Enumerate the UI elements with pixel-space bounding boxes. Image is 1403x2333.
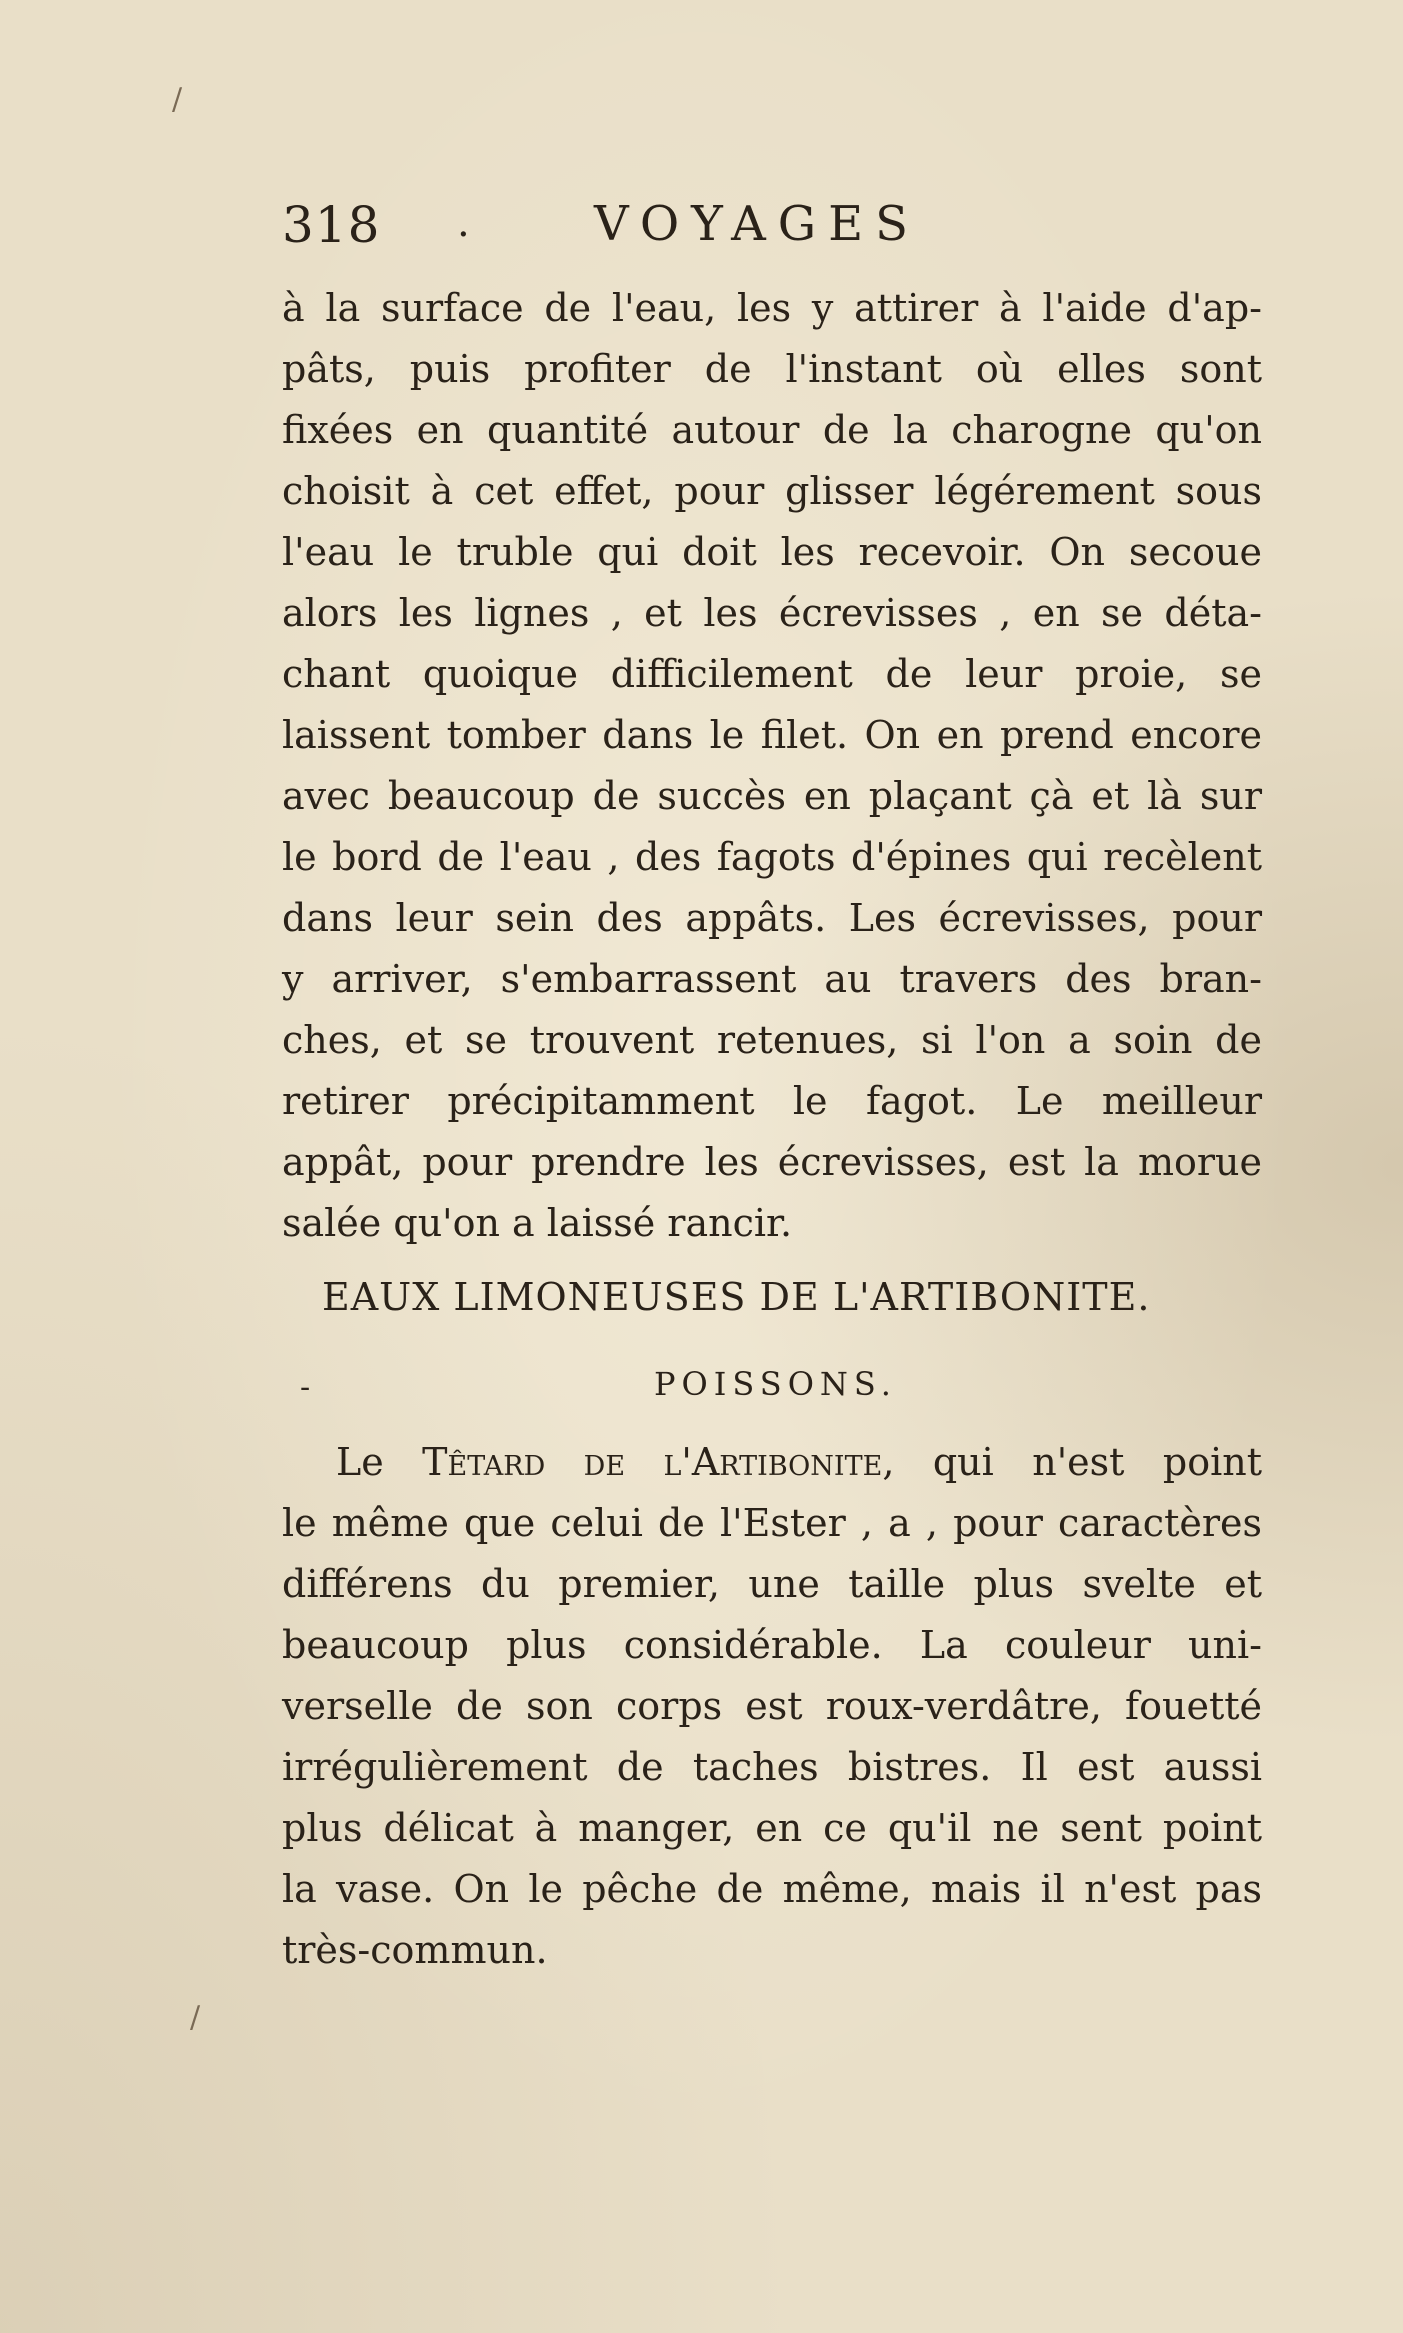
- text-line: beaucoup plus considérable. La couleur uni-: [282, 1623, 1262, 1667]
- text-line: salée qu'on a laissé rancir.: [282, 1201, 793, 1245]
- section-heading: EAUX LIMONEUSES DE L'ARTIBONITE.: [322, 1275, 1151, 1319]
- text-line: pâts, puis profiter de l'instant où elles sont: [282, 347, 1262, 391]
- text-line: différens du premier, une taille plus svelte et: [282, 1562, 1262, 1606]
- text-line: l'eau le truble qui doit les recevoir. On secoue: [282, 530, 1262, 574]
- running-title: VOYAGES: [594, 196, 921, 252]
- text-line: laissent tomber dans le filet. On en prend encore: [282, 713, 1262, 757]
- text-line: à la surface de l'eau, les y attirer à l'aide d'ap-: [282, 286, 1262, 330]
- lead-rest: , qui n'est point: [882, 1440, 1262, 1484]
- text-line: plus délicat à manger, en ce qu'il ne sent point: [282, 1806, 1262, 1850]
- text-line: choisit à cet effet, pour glisser légérement sous: [282, 469, 1262, 513]
- text-line: chant quoique difficilement de leur proie, se: [282, 652, 1262, 696]
- sub-heading: POISSONS.: [654, 1365, 897, 1403]
- paper-speck: /: [172, 82, 183, 117]
- text-line: appât, pour prendre les écrevisses, est la morue: [282, 1140, 1262, 1184]
- text-line: très-commun.: [282, 1928, 548, 1972]
- text-line: dans leur sein des appâts. Les écrevisses, pour: [282, 896, 1262, 940]
- sub-heading-dash: -: [300, 1370, 311, 1405]
- text-line: irrégulièrement de taches bistres. Il est aussi: [282, 1745, 1262, 1789]
- text-line: ches, et se trouvent retenues, si l'on a soin de: [282, 1018, 1262, 1062]
- text-line: fixées en quantité autour de la charogne qu'on: [282, 408, 1262, 452]
- paper-speck: /: [190, 2000, 201, 2035]
- text-line: avec beaucoup de succès en plaçant çà et là sur: [282, 774, 1262, 818]
- text-line: y arriver, s'embarrassent au travers des bran-: [282, 957, 1262, 1001]
- text-line: le bord de l'eau , des fagots d'épines qui recèlent: [282, 835, 1262, 879]
- page-number: 318: [282, 196, 381, 254]
- text-line: verselle de son corps est roux-verdâtre, fouetté: [282, 1684, 1262, 1728]
- text-line: alors les lignes , et les écrevisses , en se déta-: [282, 591, 1262, 635]
- paragraph-1: [282, 278, 1262, 1254]
- text-line: le même que celui de l'Ester , a , pour caractères: [282, 1501, 1262, 1545]
- text-line: la vase. On le pêche de même, mais il n'est pas: [282, 1867, 1262, 1911]
- species-name: Têtard de l'Artibonite: [422, 1440, 883, 1484]
- paragraph-2: [282, 1432, 1262, 1981]
- text-line: retirer précipitamment le fagot. Le meilleur: [282, 1079, 1262, 1123]
- text-line-first: [282, 1432, 1262, 1493]
- running-header: [282, 196, 1042, 266]
- lead-word: Le: [336, 1440, 423, 1484]
- header-separator-dot: .: [457, 200, 470, 246]
